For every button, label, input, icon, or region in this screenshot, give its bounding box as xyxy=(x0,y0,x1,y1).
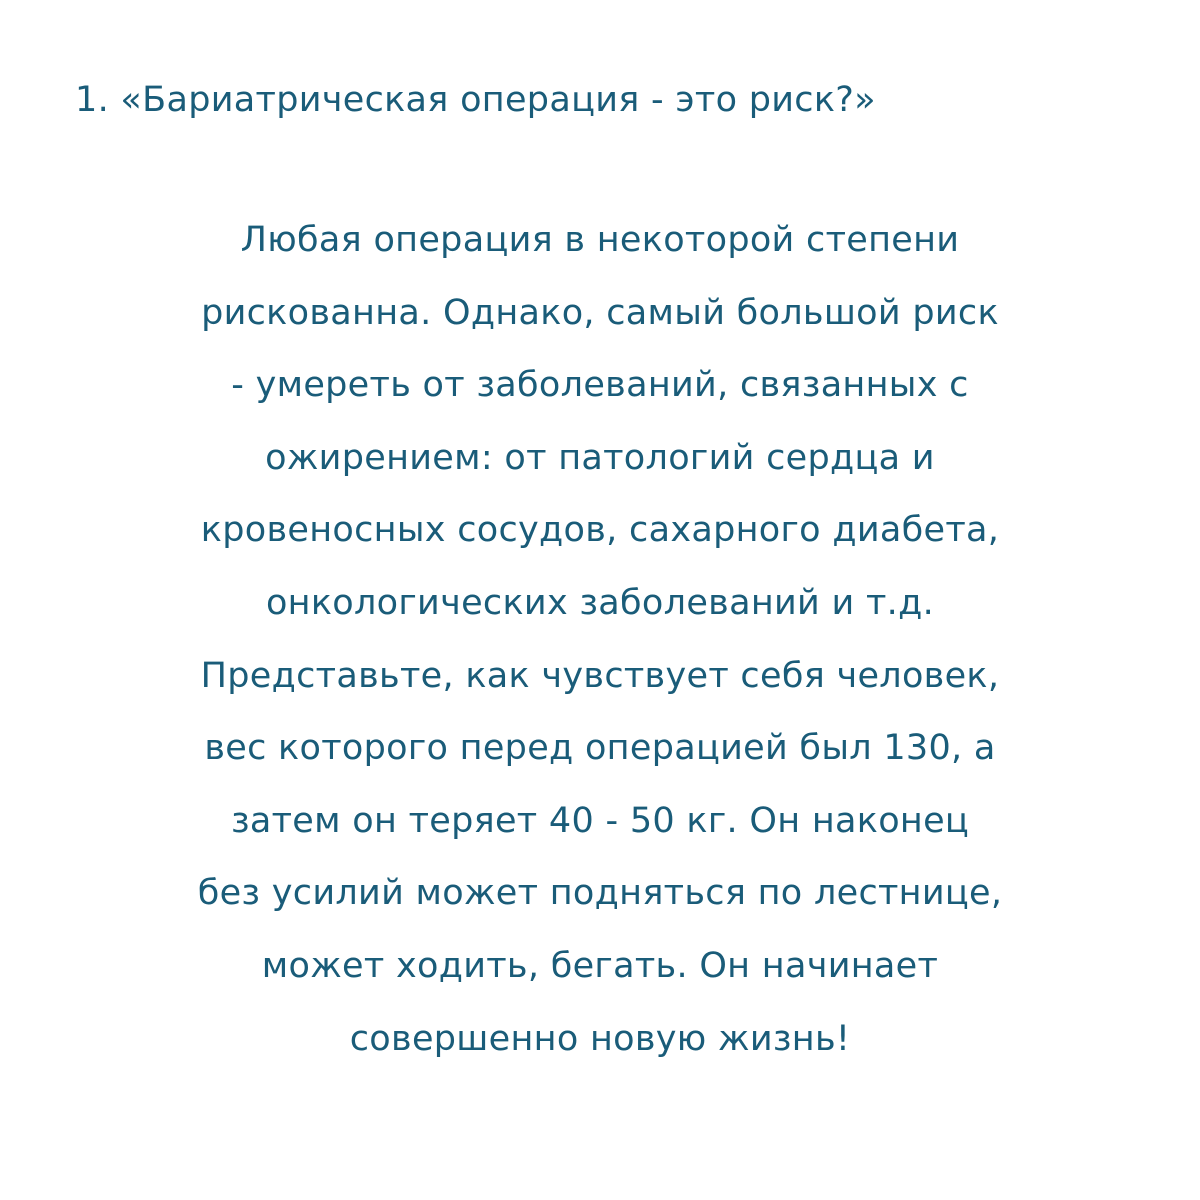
question-heading: 1. «Бариатрическая операция - это риск?» xyxy=(75,80,876,120)
paragraph-line: Любая операция в некоторой степени xyxy=(240,220,960,260)
paragraph-line: затем он теряет 40 - 50 кг. Он наконец xyxy=(230,800,970,841)
paragraph-line: - умереть от заболеваний, связанных с xyxy=(231,365,969,406)
paragraph-line: без усилий может подняться по лестнице, xyxy=(197,873,1003,914)
paragraph-line: Представьте, как чувствует себя человек, xyxy=(200,655,1000,696)
paragraph-line: вес которого перед операцией был 130, а xyxy=(204,728,996,769)
paragraph-line: онкологических заболеваний и т.д. xyxy=(265,582,935,623)
paragraph-line: ожирением: от патологий сердца и xyxy=(265,437,935,478)
paragraph-line: совершенно новую жизнь! xyxy=(349,1018,851,1059)
paragraph-line: может ходить, бегать. Он начинает xyxy=(261,945,939,986)
paragraph-line: кровеносных сосудов, сахарного диабета, xyxy=(200,510,1000,551)
paragraph-line: рискованна. Однако, самый большой риск xyxy=(201,292,999,333)
answer-paragraph xyxy=(60,204,1140,1075)
